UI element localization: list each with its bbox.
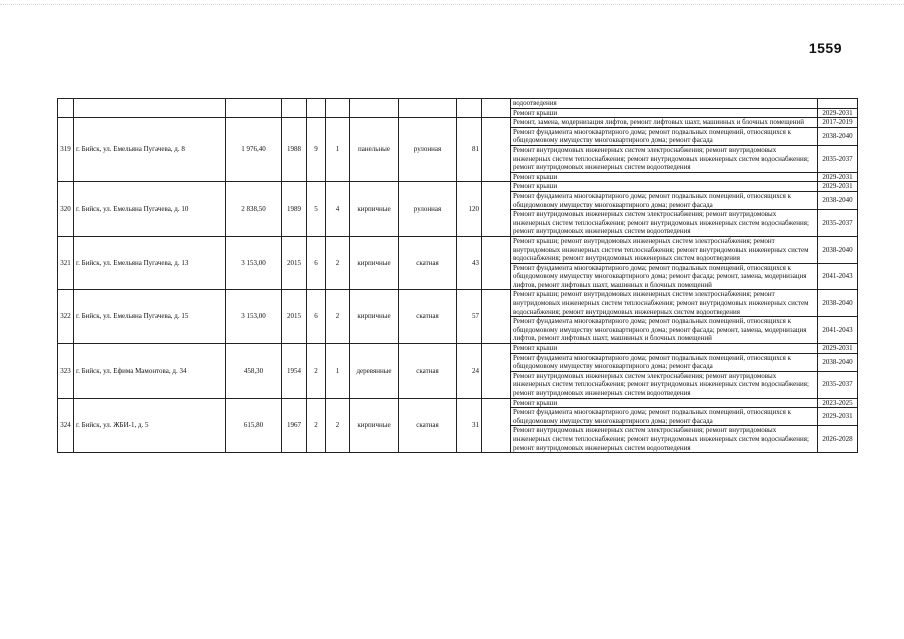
empty-cell	[326, 99, 350, 118]
roof-type: рулонная	[399, 182, 457, 237]
roof-type: скатная	[399, 290, 457, 344]
empty-cell	[58, 99, 74, 118]
apartment-count: 57	[457, 290, 482, 344]
empty-cell	[282, 99, 307, 118]
empty-cell	[226, 99, 282, 118]
work-period: 2041-2043	[818, 317, 858, 344]
roof-type: рулонная	[399, 118, 457, 182]
work-period: 2038-2040	[818, 236, 858, 263]
building-area: 2 838,50	[226, 182, 282, 237]
table-row	[58, 118, 858, 128]
work-period	[818, 99, 858, 109]
work-description: Ремонт внутридомовых инженерных систем электроснабжения; ремонт внутридомовых инженерных систем теплоснабжения; ремонт внутридомовых инженерных систем водоснабжения; ремонт внутридомовых инженерных систем водоотведения	[511, 371, 818, 398]
building-address: г. Бийск, ул. Ефима Мамонтова, д. 34	[74, 344, 226, 399]
page-number: 1559	[808, 40, 842, 56]
empty-cell	[307, 99, 326, 118]
empty-cell	[482, 118, 511, 182]
table-row	[58, 398, 858, 408]
work-period: 2038-2040	[818, 290, 858, 317]
table-row	[58, 236, 858, 263]
empty-cell	[350, 99, 399, 118]
empty-cell	[482, 236, 511, 290]
capital-repair-table	[57, 98, 858, 453]
wall-material: кирпичные	[350, 398, 399, 453]
build-year: 1988	[282, 118, 307, 182]
row-number: 320	[58, 182, 74, 237]
table-row	[58, 99, 858, 109]
building-address: г. Бийск, ул. Емельяна Пугачева, д. 13	[74, 236, 226, 290]
work-period: 2029-2031	[818, 108, 858, 118]
building-address: г. Бийск, ул. Емельяна Пугачева, д. 8	[74, 118, 226, 182]
work-description: Ремонт крыши; ремонт внутридомовых инженерных систем электроснабжения; ремонт внутридомовых инженерных систем теплоснабжения; ремонт внутридомовых инженерных систем водоснабжения; ремонт внутридомовых инженерных систем водоотведения	[511, 290, 818, 317]
work-period: 2023-2025	[818, 398, 858, 408]
work-description: Ремонт крыши	[511, 344, 818, 354]
row-number: 322	[58, 290, 74, 344]
empty-cell	[482, 290, 511, 344]
work-description: Ремонт крыши	[511, 398, 818, 408]
work-description: Ремонт крыши	[511, 172, 818, 182]
work-description: Ремонт крыши; ремонт внутридомовых инженерных систем электроснабжения; ремонт внутридомовых инженерных систем теплоснабжения; ремонт внутридомовых инженерных систем водоснабжения; ремонт внутридомовых инженерных систем водоотведения	[511, 236, 818, 263]
apartment-count: 120	[457, 182, 482, 237]
build-year: 1989	[282, 182, 307, 237]
work-period: 2035-2037	[818, 145, 858, 172]
empty-cell	[399, 99, 457, 118]
scan-artifact-line	[0, 4, 904, 6]
work-description: Ремонт фундамента многоквартирного дома; ремонт подвальных помещений, относящихся к общедомовому имуществу многоквартирного дома; ремонт фасада	[511, 191, 818, 209]
building-area: 3 153,00	[226, 290, 282, 344]
work-period: 2029-2031	[818, 344, 858, 354]
apartment-count: 43	[457, 236, 482, 290]
work-period: 2041-2043	[818, 263, 858, 290]
apartment-count: 24	[457, 344, 482, 399]
build-year: 2015	[282, 236, 307, 290]
empty-cell	[482, 398, 511, 453]
work-description: Ремонт фундамента многоквартирного дома; ремонт подвальных помещений, относящихся к общедомовому имуществу многоквартирного дома; ремонт фасада; ремонт, замена, модернизация лифтов, ремонт лифтовых шахт, машинных и блочных помещений	[511, 317, 818, 344]
work-description: Ремонт крыши	[511, 108, 818, 118]
work-description: водоотведения	[511, 99, 818, 109]
entrance-count: 2	[326, 236, 350, 290]
building-address: г. Бийск, ул. Емельяна Пугачева, д. 10	[74, 182, 226, 237]
work-period: 2035-2037	[818, 210, 858, 237]
floor-count: 2	[307, 344, 326, 399]
apartment-count: 81	[457, 118, 482, 182]
build-year: 2015	[282, 290, 307, 344]
work-period: 2038-2040	[818, 353, 858, 371]
empty-cell	[74, 99, 226, 118]
work-period: 2029-2031	[818, 182, 858, 192]
building-address: г. Бийск, ул. ЖБИ-1, д. 5	[74, 398, 226, 453]
floor-count: 9	[307, 118, 326, 182]
wall-material: кирпичные	[350, 182, 399, 237]
floor-count: 2	[307, 398, 326, 453]
work-period: 2035-2037	[818, 371, 858, 398]
work-period: 2026-2028	[818, 426, 858, 453]
work-period: 2017-2019	[818, 118, 858, 128]
entrance-count: 1	[326, 118, 350, 182]
work-period: 2029-2031	[818, 172, 858, 182]
work-description: Ремонт фундамента многоквартирного дома; ремонт подвальных помещений, относящихся к общедомовому имуществу многоквартирного дома; ремонт фасада	[511, 408, 818, 426]
table-row	[58, 182, 858, 192]
work-description: Ремонт внутридомовых инженерных систем электроснабжения; ремонт внутридомовых инженерных систем теплоснабжения; ремонт внутридомовых инженерных систем водоснабжения; ремонт внутридомовых инженерных систем водоотведения	[511, 426, 818, 453]
table-row	[58, 290, 858, 317]
row-number: 319	[58, 118, 74, 182]
table-row	[58, 344, 858, 354]
building-area: 3 153,00	[226, 236, 282, 290]
work-description: Ремонт фундамента многоквартирного дома; ремонт подвальных помещений, относящихся к общедомовому имуществу многоквартирного дома; ремонт фасада	[511, 353, 818, 371]
build-year: 1954	[282, 344, 307, 399]
build-year: 1967	[282, 398, 307, 453]
apartment-count: 31	[457, 398, 482, 453]
empty-cell	[482, 99, 511, 118]
entrance-count: 4	[326, 182, 350, 237]
empty-cell	[482, 182, 511, 237]
floor-count: 6	[307, 236, 326, 290]
wall-material: панельные	[350, 118, 399, 182]
roof-type: скатная	[399, 236, 457, 290]
work-period: 2029-2031	[818, 408, 858, 426]
work-description: Ремонт внутридомовых инженерных систем электроснабжения; ремонт внутридомовых инженерных систем теплоснабжения; ремонт внутридомовых инженерных систем водоснабжения; ремонт внутридомовых инженерных систем водоотведения	[511, 210, 818, 237]
floor-count: 5	[307, 182, 326, 237]
wall-material: кирпичные	[350, 236, 399, 290]
work-description: Ремонт фундамента многоквартирного дома; ремонт подвальных помещений, относящихся к общедомовому имуществу многоквартирного дома; ремонт фасада	[511, 127, 818, 145]
wall-material: кирпичные	[350, 290, 399, 344]
building-area: 1 976,40	[226, 118, 282, 182]
entrance-count: 2	[326, 290, 350, 344]
work-description: Ремонт, замена, модернизация лифтов, ремонт лифтовых шахт, машинных и блочных помещений	[511, 118, 818, 128]
empty-cell	[457, 99, 482, 118]
building-area: 615,80	[226, 398, 282, 453]
row-number: 321	[58, 236, 74, 290]
entrance-count: 2	[326, 398, 350, 453]
floor-count: 6	[307, 290, 326, 344]
work-description: Ремонт внутридомовых инженерных систем электроснабжения; ремонт внутридомовых инженерных систем теплоснабжения; ремонт внутридомовых инженерных систем водоснабжения; ремонт внутридомовых инженерных систем водоотведения	[511, 145, 818, 172]
empty-cell	[482, 344, 511, 399]
work-period: 2038-2040	[818, 127, 858, 145]
roof-type: скатная	[399, 344, 457, 399]
work-period: 2038-2040	[818, 191, 858, 209]
row-number: 323	[58, 344, 74, 399]
roof-type: скатная	[399, 398, 457, 453]
work-description: Ремонт фундамента многоквартирного дома; ремонт подвальных помещений, относящихся к общедомовому имуществу многоквартирного дома; ремонт фасада; ремонт, замена, модернизация лифтов, ремонт лифтовых шахт, машинных и блочных помещений	[511, 263, 818, 290]
work-description: Ремонт крыши	[511, 182, 818, 192]
wall-material: деревянные	[350, 344, 399, 399]
entrance-count: 1	[326, 344, 350, 399]
building-address: г. Бийск, ул. Емельяна Пугачева, д. 15	[74, 290, 226, 344]
building-area: 458,30	[226, 344, 282, 399]
row-number: 324	[58, 398, 74, 453]
